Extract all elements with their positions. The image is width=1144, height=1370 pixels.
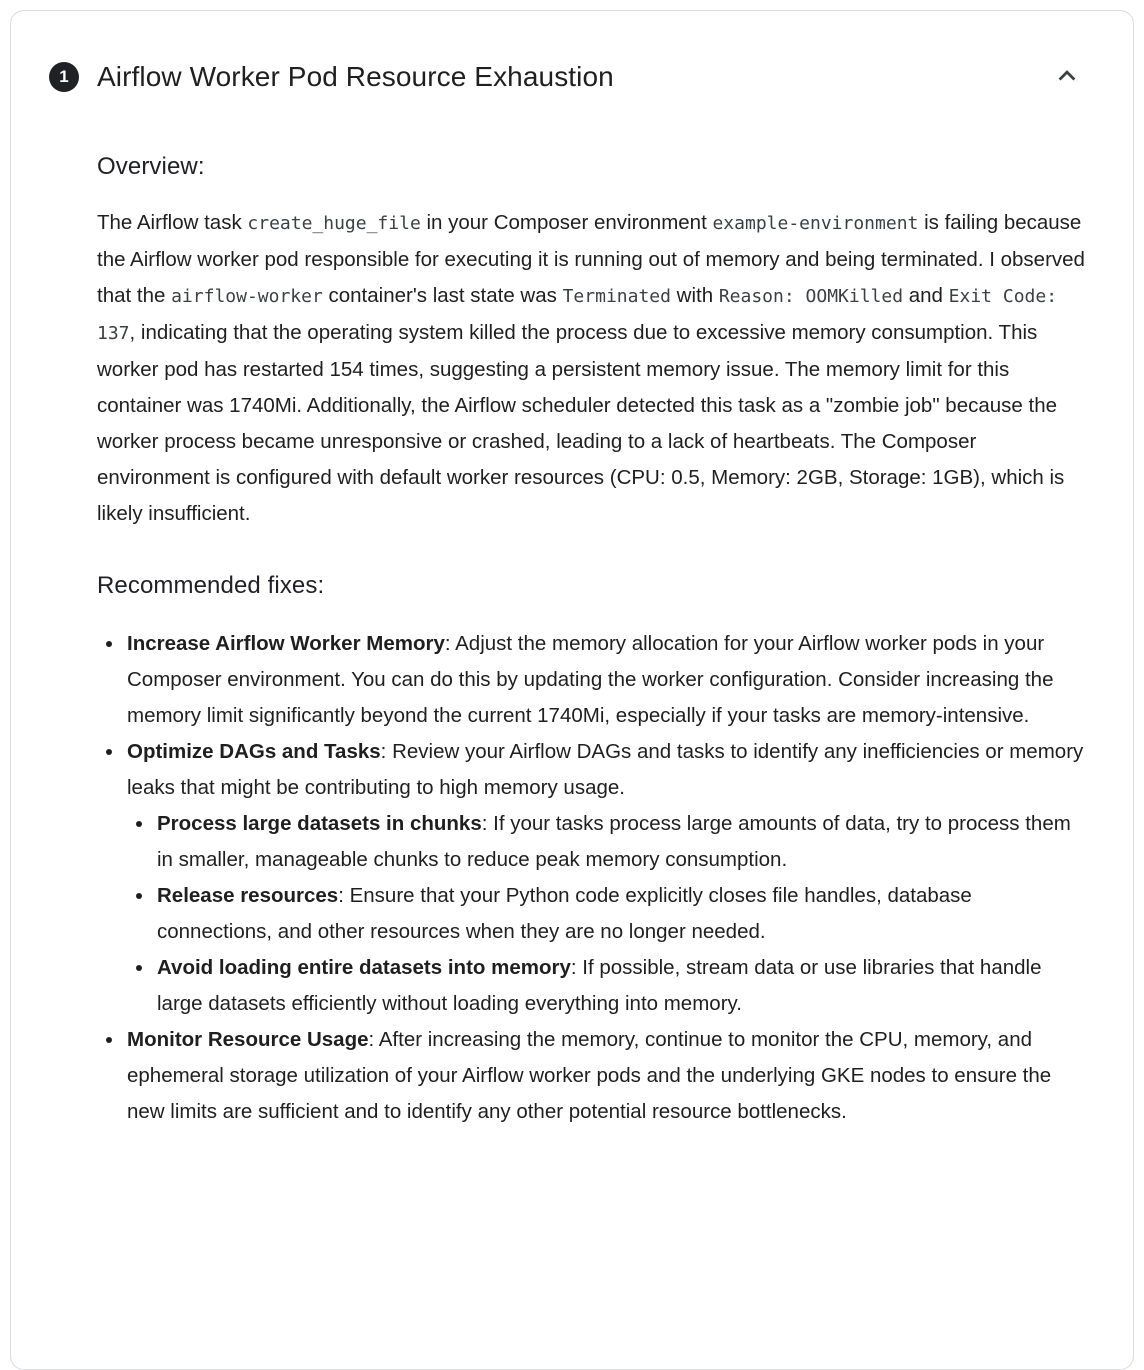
inline-code: Exit Code: 137 (97, 286, 1058, 344)
chevron-up-icon (1053, 62, 1081, 93)
fix-text: : Ensure that your Python code explicitly closes file handles, database connections, and other resources when they are no longer needed. (157, 884, 972, 943)
fix-item (127, 878, 1089, 950)
fixes-heading: Recommended fixes: (97, 572, 325, 599)
inline-code: Terminated (562, 286, 671, 307)
issue-card-body (97, 153, 1089, 1130)
fix-label: Process large datasets in chunks (157, 812, 482, 835)
fix-text: : If possible, stream data or use libraries that handle large datasets efficiently without loading everything into memory. (157, 956, 1042, 1015)
text-run: and (903, 284, 949, 307)
fix-sublist (127, 806, 1089, 1022)
collapse-button[interactable] (1047, 57, 1087, 97)
text-run: in your Composer environment (420, 211, 713, 234)
fix-label: Monitor Resource Usage (127, 1028, 369, 1051)
text-run: The Airflow task (97, 211, 248, 234)
fix-text: : After increasing the memory, continue to monitor the CPU, memory, and ephemeral storage utilization of your Airflow worker pods and the underlying GKE nodes to ensure the new limits are sufficient and to identify any other potential resource bottlenecks. (127, 1028, 1052, 1123)
text-run: with (670, 284, 719, 307)
fixes-list (97, 626, 1089, 1130)
inline-code: Reason: OOMKilled (718, 286, 904, 307)
text-run: is failing because the Airflow worker pod responsible for executing it is running out of memory and being terminated. I observed that the (97, 211, 1085, 307)
issue-card (10, 10, 1134, 1370)
fix-text: : Review your Airflow DAGs and tasks to identify any inefficiencies or memory leaks that might be contributing to high memory usage. (127, 740, 1084, 799)
issue-title: Airflow Worker Pod Resource Exhaustion (97, 61, 614, 92)
fix-label: Avoid loading entire datasets into memory (157, 956, 571, 979)
fix-item (97, 734, 1089, 1022)
fix-label: Optimize DAGs and Tasks (127, 740, 381, 763)
overview-paragraph (97, 205, 1089, 532)
fix-item (127, 950, 1089, 1022)
fix-text: : Adjust the memory allocation for your Airflow worker pods in your Composer environment. You can do this by updating the worker configuration. Consider increasing the memory limit significantly beyond the current 1740Mi, especially if your tasks are memory-intensive. (127, 632, 1054, 727)
fix-item (97, 626, 1089, 734)
issue-number-badge: 1 (49, 62, 79, 92)
fix-item (127, 806, 1089, 878)
inline-code: example-environment (712, 213, 919, 234)
fix-label: Increase Airflow Worker Memory (127, 632, 445, 655)
inline-code: airflow-worker (171, 286, 323, 307)
fix-label: Release resources (157, 884, 339, 907)
text-run: container's last state was (322, 284, 563, 307)
text-run: , indicating that the operating system killed the process due to excessive memory consumption. This worker pod has restarted 154 times, suggesting a persistent memory issue. The memory limit for this container was 1740Mi. Additionally, the Airflow scheduler detected this task as a "zombie job" because the worker process became unresponsive or crashed, leading to a lack of heartbeats. The Composer environment is configured with default worker resources (CPU: 0.5, Memory: 2GB, Storage: 1GB), which is likely insufficient. (97, 321, 1065, 525)
fix-item (97, 1022, 1089, 1130)
issue-card-header[interactable] (11, 11, 1133, 97)
inline-code: create_huge_file (247, 213, 421, 234)
overview-heading: Overview: (97, 153, 205, 180)
fix-text: : If your tasks process large amounts of data, try to process them in smaller, manageable chunks to reduce peak memory consumption. (157, 812, 1071, 871)
